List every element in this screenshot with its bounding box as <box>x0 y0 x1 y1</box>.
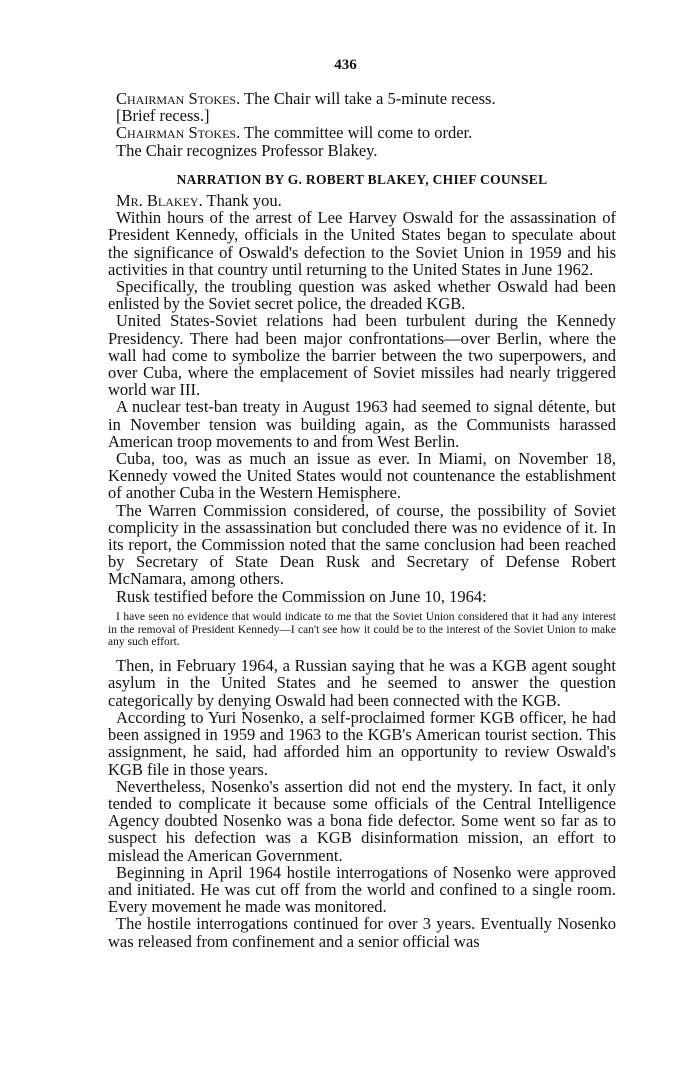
paragraph: Specifically, the troubling question was asked whether Oswald had been enlisted by the Soviet secret police, the dreaded KGB. <box>108 277 616 314</box>
speaker-label: Chairman Stokes. <box>116 89 241 108</box>
statement: The Chair will take a 5-minute recess. <box>240 89 496 108</box>
opening-line <box>108 124 616 141</box>
statement: Thank you. <box>202 191 282 211</box>
section-heading: NARRATION BY G. ROBERT BLAKEY, CHIEF COUNSEL <box>176 171 548 187</box>
paragraph: A nuclear test-ban treaty in August 1963 had seemed to signal détente, but in November tension was building again, as the Communists harassed American troop movements to and from West Berlin. <box>108 397 616 451</box>
speaker-label: Mr. Blakey. <box>116 191 203 211</box>
paragraph: According to Yuri Nosenko, a self-proclaimed former KGB officer, he had been assigned in 1959 and 1963 to the KGB's American tourist section. This assignment, he said, had afforded him an opportunity to review Oswald's KGB file in those years. <box>108 707 616 779</box>
paragraph: Within hours of the arrest of Lee Harvey Oswald for the assassination of President Kennedy, officials in the United States began to speculate about the significance of Oswald's defection to the Soviet Union in 1959 and his activities in that country until returning to the United States in June 1962. <box>108 208 616 279</box>
paragraph: Then, in February 1964, a Russian saying that he was a KGB agent sought asylum in the United States and he seemed to answer the question categorically by denying Oswald had been connected with the KGB. <box>108 656 616 710</box>
speaker-label: Chairman Stokes. <box>116 123 241 143</box>
statement: The committee will come to order. <box>240 123 473 143</box>
opening-line <box>108 107 616 124</box>
paragraph: United States-Soviet relations had been turbulent during the Kennedy Presidency. There had been major confrontations—over Berlin, where the wall had come to symbolize the barrier between the two superpowers, and over Cuba, where the emplacement of Soviet missiles had nearly triggered world war III. <box>108 311 616 400</box>
opening-line <box>108 90 616 107</box>
block-quote: I have seen no evidence that would indicate to me that the Soviet Union considered that it had any interest in the removal of President Kennedy—I can't see how it could be to the interest of the Soviet Union to make any such effort. <box>108 610 616 649</box>
statement: The Chair recognizes Professor Blakey. <box>116 140 378 160</box>
paragraph: Nevertheless, Nosenko's assertion did not end the mystery. In fact, it only tended to complicate it because some officials of the Central Intelligence Agency doubted Nosenko was a bona fide defector. Some went so far as to suspect his defection was a KGB disinformation mission, an effort to mislead the American Government. <box>108 776 616 865</box>
statement: [Brief recess.] <box>116 106 210 126</box>
paragraph: The Warren Commission considered, of course, the possibility of Soviet complicity in the assassination but concluded there was no evidence of it. In its report, the Commission noted that the same conclusion had been reached by Secretary of State Dean Rusk and Secretary of Defense Robert McNamara, among others. <box>108 500 616 589</box>
page-number: 436 <box>334 57 357 73</box>
paragraph: Cuba, too, was as much an issue as ever. In Miami, on November 18, Kennedy vowed the United States would not countenance the establishment of another Cuba in the Western Hemisphere. <box>108 449 616 503</box>
paragraph: Rusk testified before the Commission on June 10, 1964: <box>116 586 487 606</box>
paragraph: Beginning in April 1964 hostile interrogations of Nosenko were approved and initiated. He was cut off from the world and confined to a single room. Every movement he made was monitored. <box>108 862 616 917</box>
document-body <box>108 90 616 950</box>
opening-line <box>108 142 616 159</box>
paragraph: The hostile interrogations continued for over 3 years. Eventually Nosenko was released from confinement and a senior official was <box>108 914 616 951</box>
speaker-line <box>108 192 616 209</box>
